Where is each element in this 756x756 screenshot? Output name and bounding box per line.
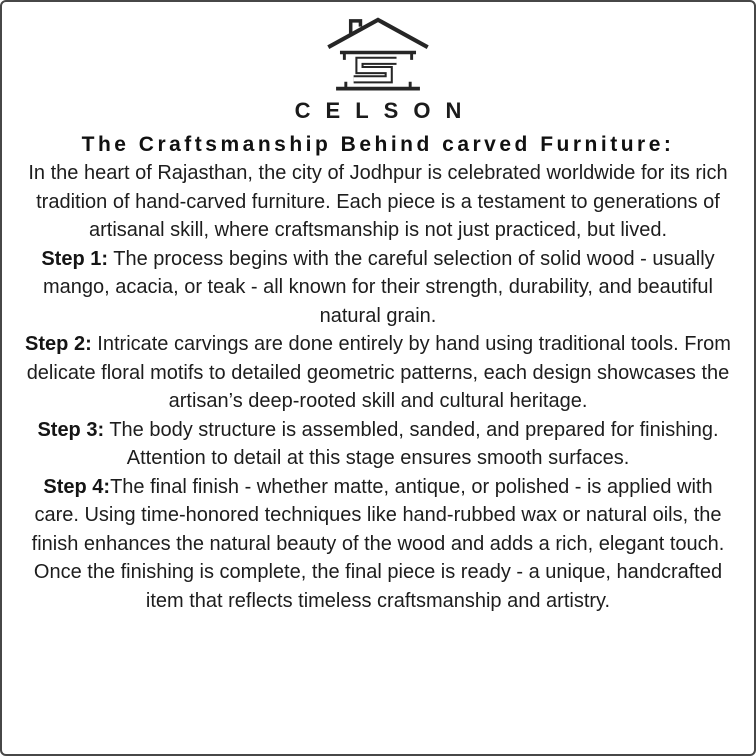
step-4-paragraph <box>19 473 737 559</box>
step-label: Step 1: <box>41 247 109 270</box>
step-label: Step 2: <box>25 333 92 355</box>
step-1-paragraph <box>19 245 737 331</box>
brand-name: CELSON <box>294 98 477 123</box>
paragraph-text: In the heart of Rajasthan, the city of Jodhpur is celebrated worldwide for its rich tradition of hand-carved furniture. Each piece is a testament to generations of artisanal skill, where craftsmanship is not just practiced, but lived. <box>28 162 728 241</box>
step-2-paragraph <box>19 330 737 416</box>
house-with-s-monogram-icon <box>324 14 432 92</box>
paragraph-text: The final finish - whether matte, antique, or polished - is applied with care. Using time-honored techniques like hand-rubbed wax or natural oils, the finish enhances the natural beauty of the wood and adds a rich, elegant touch. <box>31 475 725 555</box>
paragraph-text: Intricate carvings are done entirely by hand using traditional tools. From delicate floral motifs to detailed geometric patterns, each design showcases the artisan’s deep-rooted skill and cultural heritage. <box>26 333 731 412</box>
page-title: The Craftsmanship Behind carved Furniture: <box>81 133 675 156</box>
paragraph-text: The body structure is assembled, sanded, and prepared for finishing. Attention to detail at this stage ensures smooth surfaces. <box>104 418 719 469</box>
closing-paragraph <box>19 558 737 615</box>
paragraph-text: The process begins with the careful selection of solid wood - usually mango, acacia, or teak - all known for their strength, durability, and beautiful natural grain. <box>43 247 715 327</box>
intro-paragraph <box>19 159 737 245</box>
step-3-paragraph <box>19 416 737 473</box>
step-label: Step 4: <box>43 475 111 498</box>
paragraph-text: Once the finishing is complete, the final piece is ready - a unique, handcrafted item that reflects timeless craftsmanship and artistry. <box>33 561 723 612</box>
celson-logo-svg <box>324 14 432 92</box>
step-label: Step 3: <box>37 418 105 441</box>
